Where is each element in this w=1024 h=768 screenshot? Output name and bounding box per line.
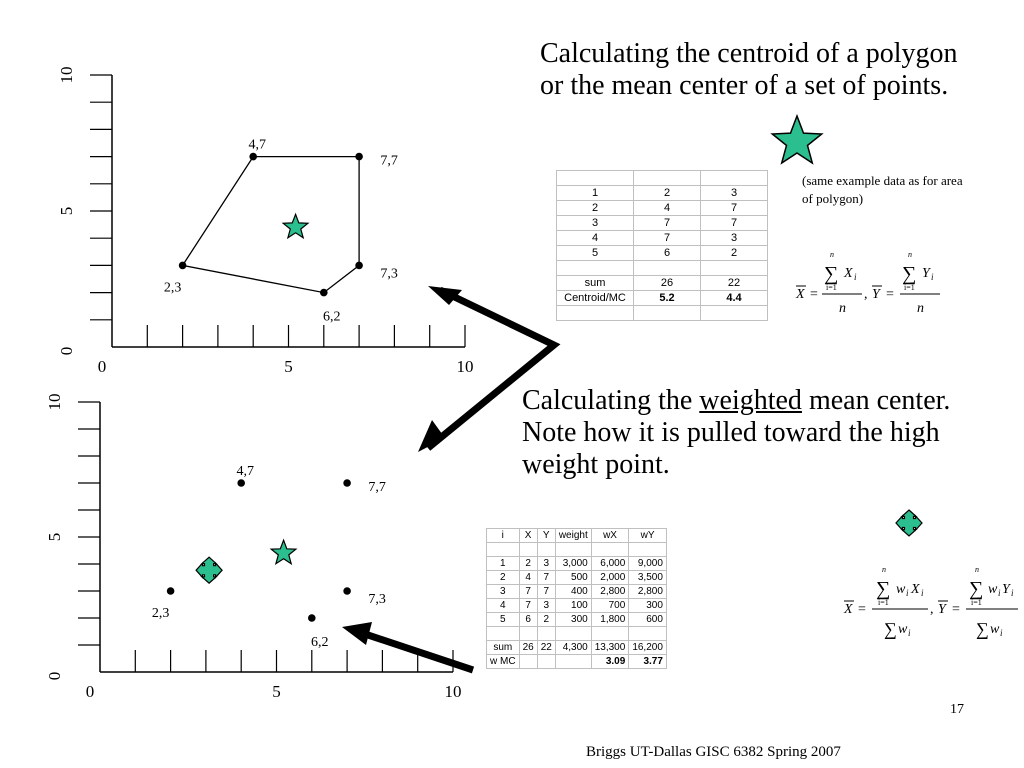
weighted-table-cell [537,627,555,641]
centroid-table-row [557,171,768,186]
weighted-table-cell: i [487,529,520,543]
centroid-table-cell: 5 [557,246,634,261]
y-tick-label: 10 [45,393,64,411]
y-tick-label: 5 [45,532,64,542]
x-tick-label: 10 [456,357,474,376]
svg-text:,: , [864,287,868,302]
weighted-table-cell: 2,800 [591,585,629,599]
centroid-table-row [557,201,768,216]
chart-centroid [57,67,474,377]
weighted-table-cell [487,543,520,557]
data-point [343,479,351,487]
weighted-table-cell [537,543,555,557]
formula2-num-y: Y [1002,582,1010,597]
centroid-table-row [557,291,768,306]
centroid-table-cell: 7 [701,216,768,231]
centroid-table-row [557,306,768,321]
weighted-table-cell: 7 [537,585,555,599]
formula1-xbar: X [796,287,805,302]
centroid-table-cell: 7 [634,216,701,231]
weighted-table [486,528,667,669]
weighted-table-cell [591,627,629,641]
svg-text:,: , [930,602,934,617]
chart-weighted-mean-center [45,394,462,702]
weighted-table-cell: 7 [519,599,537,613]
data-point [320,289,328,297]
centroid-table-cell [557,306,634,321]
data-point [355,262,363,270]
centroid-table-cell [557,261,634,276]
svg-text:∑: ∑ [824,263,839,285]
y-tick-label: 0 [45,671,64,681]
y-tick-label: 10 [57,66,76,84]
weighted-table-cell: 3 [537,557,555,571]
arrow-head-upper [428,286,462,305]
centroid-table-cell: sum [557,276,634,291]
centroid-table-cell: Centroid/MC [557,291,634,306]
formula-mean-center [790,250,950,320]
formula1-ybar: Y [872,287,880,302]
x-tick-label: 5 [284,357,293,376]
weighted-table-cell: 2,800 [629,585,667,599]
weighted-table-cell: 2 [487,571,520,585]
heading-weighted-pre: Calculating the [522,385,700,416]
svg-text:∑: ∑ [884,619,897,639]
formula1-lim-bot: i=1 [826,283,837,292]
weighted-table-cell: wY [629,529,667,543]
svg-text:=: = [858,602,866,617]
polygon-outline [183,157,360,293]
weighted-table-cell: 22 [537,641,555,655]
weighted-table-cell: 700 [591,599,629,613]
weighted-mean-center-icon [196,557,222,583]
data-point-label: 7,3 [380,266,398,282]
weighted-table-cell: 13,300 [591,641,629,655]
weighted-table-cell: 5 [487,613,520,627]
weighted-table-cell: 4,300 [555,641,591,655]
weighted-table-cell [591,543,629,557]
formula1-lim-bot-y: i=1 [904,283,915,292]
data-point-label: 7,7 [380,153,398,169]
weighted-table-cell: Y [537,529,555,543]
centroid-table-row [557,276,768,291]
centroid-table-cell: 4 [634,201,701,216]
formula1-num-y: Y [922,266,930,281]
weighted-table-cell: 4 [519,571,537,585]
data-point-label: 7,3 [368,592,386,607]
data-point-label: 6,2 [311,635,329,650]
centroid-table-cell: 3 [701,186,768,201]
formula2-num-x: X [911,582,920,597]
weighted-table-cell: 2 [537,613,555,627]
formula2-ybar: Y [938,602,946,617]
centroid-table-cell [701,261,768,276]
formula2-lim-top-y: n [975,565,979,574]
data-point [179,262,187,270]
y-tick-label: 0 [57,346,76,356]
formula2-denom-w: w [898,622,908,637]
weighted-table-row [487,599,667,613]
centroid-table-cell: 2 [557,201,634,216]
data-point [343,587,351,595]
data-point [237,479,245,487]
weighted-table-cell [537,655,555,669]
centroid-table-cell: 1 [557,186,634,201]
centroid-table-cell: 4.4 [701,291,768,306]
weighted-table-cell: 3.09 [591,655,629,669]
svg-text:∑: ∑ [976,619,989,639]
svg-text:∑: ∑ [876,578,891,600]
weighted-table-row [487,585,667,599]
formula1-lim-top-y: n [908,250,912,259]
weighted-table-cell: 6 [519,613,537,627]
weighted-table-cell [555,655,591,669]
formula2-num-w: w [896,582,906,597]
legend-star-icon [772,116,821,163]
data-point-label: 2,3 [163,280,182,296]
formula1-lim-top: n [830,250,834,259]
centroid-table-row [557,186,768,201]
centroid-table [556,170,768,321]
note-same-data: (same example data as for area of polygon) [802,173,963,206]
formula2-sub-y: i [1011,588,1014,598]
formula1-denom-x: n [839,301,846,316]
weighted-table-cell [629,627,667,641]
data-point [308,614,316,622]
weighted-table-cell: 1 [487,557,520,571]
footer-credit: Briggs UT-Dallas GISC 6382 Spring 2007 [586,744,841,760]
weighted-table-cell: 3 [487,585,520,599]
centroid-table-cell: 26 [634,276,701,291]
weighted-table-cell: 3 [537,599,555,613]
weighted-table-cell: 7 [537,571,555,585]
centroid-table-row [557,231,768,246]
formula2-sub-w: i [906,588,909,598]
data-point [249,153,257,161]
data-point-label: 4,7 [236,464,254,479]
centroid-table-cell: 3 [557,216,634,231]
x-tick-label: 0 [97,357,107,376]
centroid-table-cell [557,171,634,186]
centroid-table-cell: 7 [701,201,768,216]
heading-weighted-post: mean center. Note how it is pulled toward the high weight point. [522,385,951,480]
page-number: 17 [950,702,964,717]
centroid-table-cell: 4 [557,231,634,246]
weighted-table-cell: 600 [629,613,667,627]
centroid-table-row [557,261,768,276]
centroid-table-cell [634,261,701,276]
formula-weighted-mean-center [842,565,1020,645]
weighted-table-cell: 300 [555,613,591,627]
weighted-table-cell: 6,000 [591,557,629,571]
weighted-table-cell [487,627,520,641]
centroid-table-cell: 3 [701,231,768,246]
weighted-table-cell [519,543,537,557]
centroid-table-row [557,216,768,231]
weighted-table-cell: 1,800 [591,613,629,627]
x-tick-label: 0 [85,682,95,701]
formula2-lim-top: n [882,565,886,574]
arrow-head-bottom [342,622,372,645]
svg-text:=: = [810,287,818,302]
centroid-table-cell [701,306,768,321]
weighted-table-cell: 2,000 [591,571,629,585]
weighted-table-cell: 500 [555,571,591,585]
weighted-table-row [487,613,667,627]
weighted-table-cell [519,627,537,641]
centroid-table-cell: 2 [701,246,768,261]
centroid-table-cell: 7 [634,231,701,246]
weighted-table-cell: 300 [629,599,667,613]
weighted-table-row [487,557,667,571]
data-point-label: 2,3 [151,606,170,621]
weighted-table-cell: 16,200 [629,641,667,655]
weighted-table-row [487,627,667,641]
weighted-table-cell [555,543,591,557]
formula2-lim-bot: i=1 [878,598,889,607]
data-point [167,587,175,595]
centroid-table-cell: 2 [634,186,701,201]
svg-text:∑: ∑ [969,578,984,600]
legend-move-icon [896,510,922,536]
heading-centroid: Calculating the centroid of a polygon or the mean center of a set of points. [540,38,958,101]
heading-weighted-underlined: weighted [699,385,802,416]
centroid-table-cell: 5.2 [634,291,701,306]
svg-text:=: = [952,602,960,617]
weighted-table-row [487,529,667,543]
weighted-table-cell: wX [591,529,629,543]
weighted-table-cell: 3,500 [629,571,667,585]
centroid-table-cell [634,171,701,186]
weighted-table-cell: X [519,529,537,543]
weighted-table-cell: 9,000 [629,557,667,571]
formula2-lim-bot-y: i=1 [971,598,982,607]
weighted-table-cell [555,627,591,641]
formula2-denom-wy: w [990,622,1000,637]
formula1-sub-x: i [854,272,857,282]
weighted-table-row [487,571,667,585]
data-point-label: 6,2 [323,309,341,325]
weighted-table-row [487,655,667,669]
weighted-table-cell: 26 [519,641,537,655]
weighted-table-cell: 2 [519,557,537,571]
svg-text:∑: ∑ [902,263,917,285]
svg-text:=: = [886,287,894,302]
weighted-table-cell: weight [555,529,591,543]
formula2-num-wy: w [988,582,998,597]
data-point [355,153,363,161]
y-tick-label: 5 [57,206,76,216]
weighted-table-cell: 3.77 [629,655,667,669]
weighted-table-row [487,543,667,557]
centroid-table-cell: 6 [634,246,701,261]
weighted-table-cell: 7 [519,585,537,599]
weighted-table-cell: w MC [487,655,520,669]
weighted-table-cell [519,655,537,669]
centroid-table-cell [634,306,701,321]
formula2-sub-wy: i [998,588,1001,598]
formula2-xbar: X [844,602,853,617]
formula2-sub-x: i [921,588,924,598]
formula2-denom-sub-y: i [1000,628,1003,638]
formula1-num-x: X [844,266,853,281]
weighted-table-cell: sum [487,641,520,655]
weighted-table-cell: 3,000 [555,557,591,571]
x-tick-label: 10 [444,682,462,701]
weighted-table-cell: 100 [555,599,591,613]
centroid-table-cell [701,171,768,186]
heading-weighted-mean-center [522,385,962,481]
formula1-denom-y: n [917,301,924,316]
weighted-table-cell [629,543,667,557]
mean-center-star-icon [283,214,308,238]
formula2-denom-sub: i [908,628,911,638]
formula1-sub-y: i [931,272,934,282]
weighted-table-cell: 4 [487,599,520,613]
mean-center-star-icon [271,540,296,564]
weighted-table-cell: 400 [555,585,591,599]
data-point-label: 7,7 [368,480,386,495]
x-tick-label: 5 [272,682,281,701]
weighted-table-row [487,641,667,655]
centroid-table-row [557,246,768,261]
centroid-table-cell: 22 [701,276,768,291]
data-point-label: 4,7 [248,137,266,153]
